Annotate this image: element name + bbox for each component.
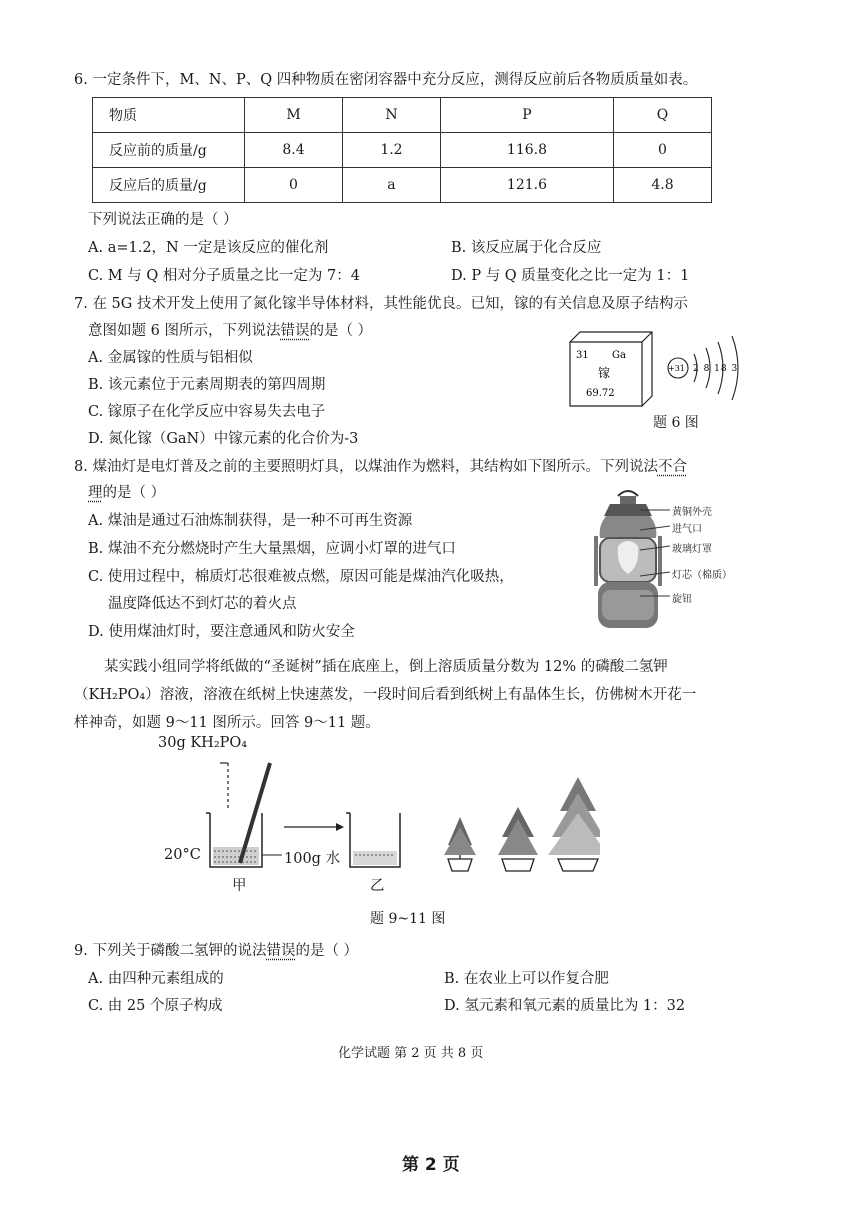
table-cell: 0 — [245, 168, 343, 203]
intro-line3: 样神奇，如题 9～11 图所示。回答 9～11 题。 — [74, 715, 380, 731]
beaker-yi-label: 乙 — [370, 878, 385, 894]
atomic-number: 31 — [576, 350, 589, 361]
solute-label: 30g KH₂PO₄ — [158, 735, 248, 751]
q8-option-b: B. 煤油不充分燃烧时产生大量黑烟，应调小灯罩的进气口 — [88, 541, 456, 557]
q8-stem-pre: 8. 煤油灯是电灯普及之前的主要照明灯具，以煤油作为燃料，其结构如下图所示。下列说法 — [74, 459, 658, 475]
page-footer: 化学试题 第 2 页 共 8 页 — [338, 1046, 484, 1061]
table-row — [93, 168, 712, 203]
atomic-mass: 69.72 — [586, 388, 615, 399]
intro-line1: 某实践小组同学将纸做的“圣诞树”插在底座上，倒上溶质质量分数为 12% 的磷酸二氢钾 — [104, 659, 668, 675]
table-cell: 121.6 — [440, 168, 613, 203]
water-label: 100g 水 — [284, 851, 341, 867]
table-cell: N — [342, 98, 440, 133]
beaker-yi-icon — [346, 813, 400, 867]
paper-tree-large-icon — [548, 777, 600, 871]
table-cell: 物质 — [93, 98, 245, 133]
q8-stem-post: 的是（ ） — [102, 485, 166, 501]
lamp-label-air-inlet: 进气口 — [672, 524, 702, 535]
q7-stem-post: 的是（ ） — [309, 323, 373, 339]
table-row — [93, 98, 712, 133]
q6-prompt: 下列说法正确的是（ ） — [88, 212, 238, 228]
q7-stem-line2 — [88, 319, 372, 340]
beaker-jia-icon — [206, 763, 282, 867]
figure-6-caption: 题 6 图 — [653, 415, 699, 431]
intro-line2: （KH₂PO₄）溶液，溶液在纸树上快速蒸发，一段时间后看到纸树上有晶体生长，仿佛树木开花一 — [74, 687, 697, 703]
lamp-label-shell: 黄铜外壳 — [672, 507, 712, 518]
q9-option-b: B. 在农业上可以作复合肥 — [444, 971, 609, 987]
beaker-jia-label: 甲 — [232, 878, 247, 894]
table-cell: M — [245, 98, 343, 133]
nucleus-charge: +31 — [668, 364, 685, 373]
q9-stem-post: 的是（ ） — [295, 943, 359, 959]
q7-stem-pre: 意图如题 6 图所示，下列说法 — [88, 323, 281, 339]
q8-option-a: A. 煤油是通过石油炼制获得，是一种不可再生资源 — [88, 513, 413, 529]
q8-stem-emphasis-2: 理 — [88, 485, 103, 501]
table-cell: 反应后的质量/g — [93, 168, 245, 203]
table-cell: 1.2 — [342, 133, 440, 168]
figure-911-caption: 题 9~11 图 — [370, 911, 446, 927]
q8-stem-emphasis: 不合 — [657, 459, 687, 475]
arrow-icon — [284, 823, 344, 831]
q9-option-d: D. 氢元素和氧元素的质量比为 1：32 — [444, 998, 686, 1014]
element-name: 镓 — [598, 366, 611, 380]
gallium-figure — [560, 328, 770, 408]
q6-option-d: D. P 与 Q 质量变化之比一定为 1：1 — [451, 268, 690, 284]
table-cell: 反应前的质量/g — [93, 133, 245, 168]
q6-stem: 6. 一定条件下，M、N、P、Q 四种物质在密闭容器中充分反应，测得反应前后各物质质量如表。 — [74, 72, 698, 88]
q6-option-b: B. 该反应属于化合反应 — [451, 240, 602, 256]
temperature-label: 20°C — [164, 847, 201, 863]
paper-tree-small-icon — [444, 817, 476, 871]
table-cell: 0 — [613, 133, 711, 168]
q6-option-c: C. M 与 Q 相对分子质量之比一定为 7：4 — [88, 268, 360, 284]
q8-option-c-cont: 温度降低达不到灯芯的着火点 — [108, 596, 297, 612]
q7-option-c: C. 镓原子在化学反应中容易失去电子 — [88, 404, 326, 420]
q8-stem-line2 — [88, 481, 165, 502]
q9-stem — [74, 939, 358, 960]
lamp-label-glass-shade: 玻璃灯罩 — [672, 544, 712, 555]
q7-option-a: A. 金属镓的性质与铝相似 — [88, 350, 253, 366]
q7-option-b: B. 该元素位于元素周期表的第四周期 — [88, 377, 326, 393]
table-cell: 8.4 — [245, 133, 343, 168]
element-symbol: Ga — [612, 350, 626, 361]
table-cell: 116.8 — [440, 133, 613, 168]
q8-stem-line1 — [74, 455, 687, 476]
q8-option-c: C. 使用过程中，棉质灯芯很难被点燃，原因可能是煤油汽化吸热， — [88, 569, 514, 585]
lamp-label-wick: 灯芯（棉质） — [672, 570, 732, 581]
lamp-label-knob: 旋钮 — [672, 594, 692, 605]
table-cell: 4.8 — [613, 168, 711, 203]
table-row — [93, 133, 712, 168]
q7-stem-line1: 7. 在 5G 技术开发上使用了氮化镓半导体材料，其性能优良。已知，镓的有关信息及原子结构示 — [74, 296, 688, 312]
q8-option-d: D. 使用煤油灯时，要注意通风和防火安全 — [88, 624, 355, 640]
experiment-figure — [200, 755, 600, 885]
table-cell: P — [440, 98, 613, 133]
table-cell: Q — [613, 98, 711, 133]
q9-option-a: A. 由四种元素组成的 — [88, 971, 224, 987]
mass-table — [92, 97, 712, 203]
lamp-leader-lines — [640, 508, 670, 608]
q7-stem-emphasis: 错误 — [280, 323, 310, 339]
electron-shells: 2 8 18 3 — [693, 364, 739, 374]
q9-stem-emphasis: 错误 — [266, 943, 296, 959]
q7-option-d: D. 氮化镓（GaN）中镓元素的化合价为-3 — [88, 431, 359, 447]
q9-option-c: C. 由 25 个原子构成 — [88, 998, 223, 1014]
page-number-label: 第 2 页 — [402, 1155, 460, 1175]
q9-stem-pre: 9. 下列关于磷酸二氢钾的说法 — [74, 943, 267, 959]
table-cell: a — [342, 168, 440, 203]
q6-option-a: A. a=1.2，N 一定是该反应的催化剂 — [88, 240, 329, 256]
paper-tree-medium-icon — [498, 807, 538, 871]
